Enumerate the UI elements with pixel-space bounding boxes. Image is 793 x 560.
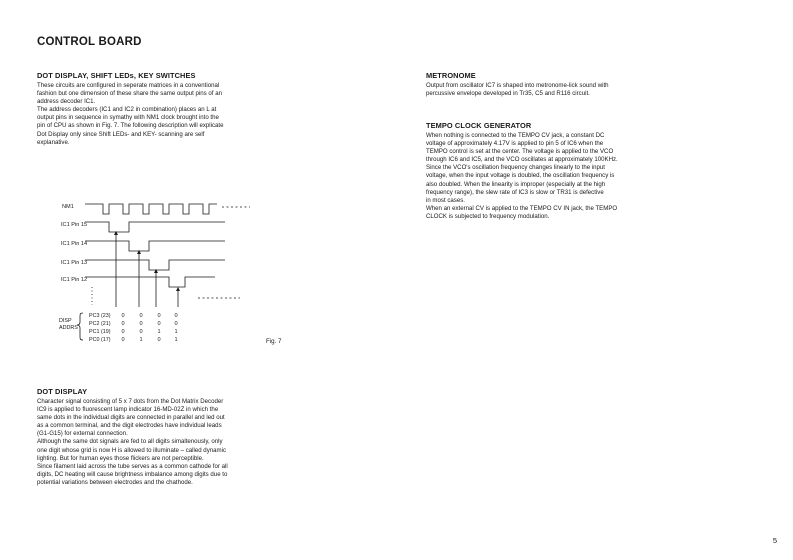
text-line: Character signal consisting of 5 x 7 dots from the Dot Matrix Decoder [37,398,224,405]
text-line: lighting. But for human eyes those flickers are not perceptible. [37,454,204,462]
text-line: also doubled. When the linearity is improper (especially at the high [426,180,606,188]
text-line: frequency range), the slew rate of IC3 is slow or TR31 is defective [426,188,604,196]
text-line: same dots in the individual digits are connected in parallel and led out [37,414,225,422]
section-heading-dot-display-leds-keys: DOT DISPLAY, SHIFT LEDs, KEY SWITCHES [37,71,196,80]
text-line: When an external CV is applied to the TEMPO CV IN jack, the TEMPO [426,204,618,212]
arrow-up-icon [176,287,180,291]
row-label: PC3 (23) [89,313,111,319]
text-line: fashion but one dimension of these share the same output pins of an [37,90,222,98]
text-line: When nothing is connected to the TEMPO CV jack, a constant DC [426,132,605,139]
signal-label-nm1: NM1 [62,204,74,210]
section-heading-metronome: METRONOME [426,71,476,80]
signal-label-pin14: IC1 Pin 14 [61,241,88,247]
text-line: CLOCK is subjected to frequency modulation. [426,212,550,220]
text-line: These circuits are configured in seperate matrices in a conventional [37,82,220,89]
bit-cell: 0 [139,329,143,335]
bit-cell: 0 [121,329,125,335]
row-label: PC0 (17) [89,337,111,343]
bit-cell: 0 [157,313,161,319]
bit-cell: 0 [121,337,125,343]
text-line: in most cases. [426,196,465,204]
nm1-waveform [85,204,217,214]
section-heading-dot-display: DOT DISPLAY [37,387,88,396]
text-line: voltage of approximately 4.17V is applied to pin 5 of IC6 when the [426,140,604,148]
bit-cell: 0 [174,313,178,319]
pin15-waveform [85,222,225,232]
bit-cell: 0 [139,321,143,327]
text-line: (G1-G15) for external connection. [37,430,128,438]
bit-cell: 0 [139,313,143,319]
bit-cell: 0 [121,321,125,327]
text-line: pin of CPU as shown in Fig. 7. The following description will explicate [37,122,224,130]
text-line: IC9 is applied to fluorescent lamp indicator 16-MD-02Z in which the [37,406,219,414]
text-line: voltage, when the input voltage is doubled, the oscillation frequency is [426,172,615,180]
text-line: percussive envelope developed in Tr35, C5 and R116 circuit. [426,90,590,98]
text-line: TEMPO control is set at the center. The voltage is applied to the VCO [426,148,614,156]
bit-cell: 1 [139,337,143,343]
signal-label-pin15: IC1 Pin 15 [61,222,88,228]
text-line: output pins in sequence in symathy with NM1 clock brought into the [37,114,219,122]
text-line: Although the same dot signals are fed to all digits simaltenously, only [37,438,223,446]
page-number: 5 [772,536,777,545]
row-label: PC2 (21) [89,321,111,327]
text-line: Output from oscillator IC7 is shaped into metronome-lick sound with [426,82,609,89]
disp-addrs-bracket [77,313,83,340]
section-body-tempo-clock [426,132,654,221]
text-line: address decoder IC1. [37,98,96,106]
bit-cell: 0 [121,313,125,319]
text-line: Since the VCO's oscillation frequency changes linearly to the input [426,164,605,172]
signal-label-pin12: IC1 Pin 12 [61,277,88,283]
figure-caption: Fig. 7 [266,338,282,345]
bit-cell: 1 [174,337,178,343]
text-line: explanative. [37,138,70,146]
section-heading-tempo-clock: TEMPO CLOCK GENERATOR [426,121,532,130]
section-body-metronome [426,82,654,98]
text-line: digits, DC heating will cause brightness imbalance among digits due to [37,470,228,478]
pin14-waveform [85,241,225,251]
group-label-disp: DISP [59,318,72,324]
section-body-dot-display [37,398,264,487]
text-line: as a common terminal, and the digit electrodes have individual leads [37,422,222,430]
text-line: through IC6 and IC5, and the VCO oscillates at approximately 100KHz. [426,156,618,164]
row-label: PC1 (19) [89,329,111,335]
group-label-addrs: ADDRS [59,325,78,331]
text-line: The address decoders (IC1 and IC2 in combination) places an L at [37,106,217,114]
pin13-waveform [85,260,225,270]
section-body-dot-display-leds-keys [37,82,264,147]
text-line: Since filament laid across the tube serves as a common cathode for all [37,462,228,470]
bit-cell: 0 [174,321,178,327]
bit-cell: 1 [174,329,178,335]
page-title: CONTROL BOARD [37,36,142,48]
signal-label-pin13: IC1 Pin 13 [61,260,88,266]
bit-cell: 0 [157,321,161,327]
timing-diagram [55,195,295,360]
text-line: one digit whose grid is now H is allowed to illuminate – called dynamic [37,446,227,454]
text-line: Dot Display only since Shift LEDs- and KEY- scanning are self [37,130,205,138]
bit-cell: 0 [157,337,161,343]
bit-cell: 1 [157,329,161,335]
text-line: potential variations between electrodes and the chathode. [37,478,193,486]
pin12-waveform [85,277,215,287]
